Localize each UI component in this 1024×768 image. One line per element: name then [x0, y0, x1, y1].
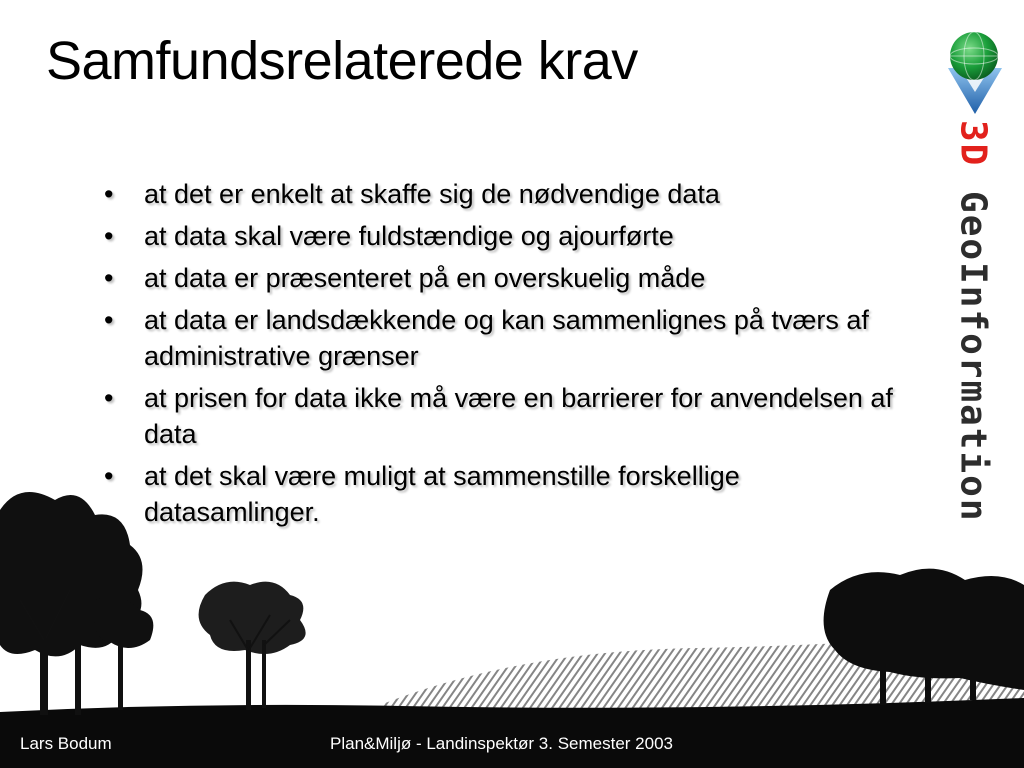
footer-course: Plan&Miljø - Landinspektør 3. Semester 2003 — [330, 734, 673, 753]
brand-part-geo: Geo — [952, 191, 994, 263]
bullet-icon: • — [104, 461, 114, 491]
slide-title: Samfundsrelaterede krav — [46, 31, 638, 91]
brand-part-information: Information — [952, 262, 994, 523]
bullet-icon: • — [104, 383, 114, 413]
bullet-text: at det skal være muligt at sammenstille forskellige datasamlinger. — [144, 461, 740, 527]
footer-author: Lars Bodum — [20, 734, 112, 753]
bullet-item — [98, 302, 898, 374]
bullet-icon: • — [104, 305, 114, 335]
bullet-text: at det er enkelt at skaffe sig de nødvendige data — [144, 179, 720, 209]
bullet-text: at data skal være fuldstændige og ajourførte — [144, 221, 674, 251]
brand-wordmark — [938, 120, 1008, 523]
bullet-item — [98, 380, 898, 452]
bullet-item — [98, 260, 898, 296]
landscape-silhouette-image — [0, 480, 1024, 768]
bullet-text: at prisen for data ikke må være en barrierer for anvendelsen af data — [144, 383, 893, 449]
bullet-icon: • — [104, 263, 114, 293]
bullet-item — [98, 176, 898, 212]
bullet-item — [98, 218, 898, 254]
bullet-icon: • — [104, 179, 114, 209]
bullet-icon: • — [104, 221, 114, 251]
brand-part-3d: 3D — [952, 120, 994, 168]
bullet-text: at data er præsenteret på en overskuelig måde — [144, 263, 706, 293]
bullet-text: at data er landsdækkende og kan sammenlignes på tværs af administrative grænser — [144, 305, 869, 371]
